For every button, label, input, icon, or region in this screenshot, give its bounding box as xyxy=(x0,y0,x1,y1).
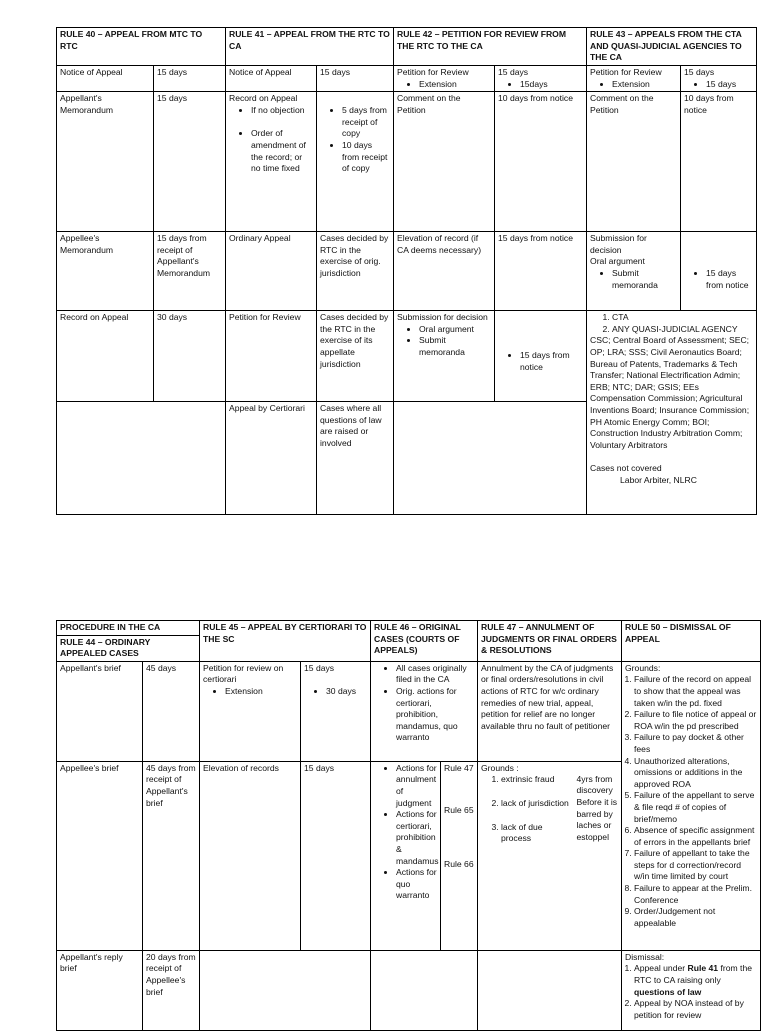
cell-text: Grounds: xyxy=(625,662,661,673)
cell-empty xyxy=(371,950,478,1030)
cell-label xyxy=(587,232,681,311)
cell-text: Labor Arbiter, NLRC xyxy=(620,474,697,485)
cell-label: Appellant's Memorandum xyxy=(57,92,154,232)
list-item: 6. Absence of specific assignment of errors in the appellants brief xyxy=(634,825,757,848)
cell-label: Appellant's reply brief xyxy=(57,950,143,1030)
list-item: • 15days xyxy=(520,79,583,91)
cell-text: Record on Appeal xyxy=(229,93,298,104)
cell-text: 15 days xyxy=(498,67,529,77)
header-rule-44: RULE 44 – ORDINARY APPEALED CASES xyxy=(57,635,200,661)
cell-label: Appellant's brief xyxy=(57,661,143,761)
cell-text: from the RTC to CA raising only xyxy=(634,963,753,985)
cell-period: 15 days from notice xyxy=(495,232,587,311)
list-item: • 10 days from receipt of copy xyxy=(342,140,390,175)
list-item: 5. Failure of the appellant to serve & file reqd # of copies of brief/memo xyxy=(634,790,757,825)
cell-label: Record on Appeal xyxy=(57,311,154,402)
list-item: • Actions for certiorari, prohibition & mandamus xyxy=(396,809,437,867)
cell-text: Oral argument xyxy=(590,256,645,267)
cell-label xyxy=(200,661,301,761)
cell-actions xyxy=(371,761,441,950)
cell-period xyxy=(495,311,587,402)
list-item: 3. lack of due process xyxy=(501,822,571,845)
list-item: • All cases originally filed in the CA xyxy=(396,663,474,686)
header-procedure: PROCEDURE IN THE CA xyxy=(57,621,200,636)
list-item: 4. Unauthorized alterations, omissions or additions in the approved ROA xyxy=(634,756,757,791)
header-rule-40: RULE 40 – APPEAL FROM MTC TO RTC xyxy=(57,28,226,66)
cell-period: Cases where all questions of law are raised or involved xyxy=(317,402,394,515)
cell-text: Rule 41 xyxy=(687,963,719,974)
cell-label: Comment on the Petition xyxy=(587,92,681,232)
cell-text: 15 days xyxy=(684,67,715,77)
cell-label: Appeal by Certiorari xyxy=(226,402,317,515)
list-item: 2. Failure to file notice of appeal or ROA w/in the pd prescribed xyxy=(634,709,757,732)
list-item: 2. ANY QUASI-JUDICIAL AGENCY xyxy=(612,324,753,336)
list-item xyxy=(634,963,757,998)
header-rule-42: RULE 42 – PETITION FOR REVIEW FROM THE RTC TO THE CA xyxy=(394,28,587,66)
header-rule-47: RULE 47 – ANNULMENT OF JUDGMENTS OR FINAL ORDERS & RESOLUTIONS xyxy=(478,621,622,662)
cell-text: questions of law xyxy=(634,986,702,997)
cell-period xyxy=(317,92,394,232)
cell-period: 10 days from notice xyxy=(495,92,587,232)
header-rule-41: RULE 41 – APPEAL FROM THE RTC TO CA xyxy=(226,28,394,66)
list-item: • Order of amendment of the record; or no time fixed xyxy=(251,128,313,174)
cell-label xyxy=(394,311,495,402)
cell-label: Appellee's Memorandum xyxy=(57,232,154,311)
list-item: • 5 days from receipt of copy xyxy=(342,105,390,140)
cell-empty xyxy=(57,402,226,515)
cell-period: 45 days xyxy=(143,661,200,761)
cell-text: Submission for decision xyxy=(590,233,647,255)
cell-empty xyxy=(394,402,587,515)
rule-ref: Rule 47 xyxy=(444,762,474,773)
cell-empty xyxy=(478,950,622,1030)
list-item: • Actions for annulment of judgment xyxy=(396,763,437,809)
list-item: • Extension xyxy=(419,79,491,91)
rule-ref: Rule 66 xyxy=(444,858,474,869)
cell-label: Petition for Review xyxy=(226,311,317,402)
cell-period: 30 days xyxy=(154,311,226,402)
cell-text: Cases not covered xyxy=(590,463,662,474)
list-item: • Submit memoranda xyxy=(612,268,677,291)
cell-dismissal xyxy=(622,950,761,1030)
list-item: 9. Order/Judgement not appealable xyxy=(634,906,757,929)
cell-period: Cases decided by the RTC in the exercise of its appellate jurisdiction xyxy=(317,311,394,402)
list-item: • Actions for quo warranto xyxy=(396,867,437,902)
cell-period: 15 days from receipt of Appellant's Memorandum xyxy=(154,232,226,311)
cell-label: Appellee's brief xyxy=(57,761,143,950)
cell-label: Ordinary Appeal xyxy=(226,232,317,311)
cell-period xyxy=(301,661,371,761)
cell-text: Petition for Review xyxy=(590,67,662,77)
cell-text: Before it is barred by laches or estoppel xyxy=(576,796,618,842)
cell-rules xyxy=(441,761,478,950)
cell-period: 20 days from receipt of Appellee's brief xyxy=(143,950,200,1030)
header-rule-50: RULE 50 – DISMISSAL OF APPEAL xyxy=(622,621,761,662)
list-item: • Submit memoranda xyxy=(419,335,491,358)
cell-label xyxy=(226,92,317,232)
cell-label xyxy=(394,66,495,92)
cell-grounds xyxy=(478,761,574,950)
list-item: 7. Failure of appellant to take the steps for d correction/record w/in time limited by court xyxy=(634,848,757,883)
list-item: • 15 days from notice xyxy=(706,268,753,291)
cell-period: 45 days from receipt of Appellant's brief xyxy=(143,761,200,950)
cell-annulment: Annulment by the CA of judgments or final orders/resolutions in civil actions of RTC for w/c ordinary remedies of new trial, appeal, petition for relief are no longer available thru no fault of petitioner xyxy=(478,661,622,761)
list-item: • Orig. actions for certiorari, prohibition, mandamus, quo warranto xyxy=(396,686,474,744)
cell-period: 15 days xyxy=(317,66,394,92)
list-item: 2. lack of jurisdiction xyxy=(501,798,571,810)
cell-text: Submission for decision xyxy=(397,312,488,323)
cell-periods xyxy=(574,761,622,950)
cell-label xyxy=(587,66,681,92)
cell-period: 15 days xyxy=(301,761,371,950)
cell-empty xyxy=(200,950,371,1030)
list-item: • If no objection xyxy=(251,105,313,117)
cell-label: Notice of Appeal xyxy=(226,66,317,92)
header-rule-45: RULE 45 – APPEAL BY CERTIORARI TO THE SC xyxy=(200,621,371,662)
cell-text: Appeal under xyxy=(634,963,688,974)
cell-agencies xyxy=(587,311,757,515)
header-rule-46: RULE 46 – ORIGINAL CASES (COURTS OF APPEALS) xyxy=(371,621,478,662)
cell-dismissal-grounds xyxy=(622,661,761,950)
list-item: • Extension xyxy=(225,686,297,698)
list-item: • 30 days xyxy=(326,686,367,698)
appeals-table-2 xyxy=(56,620,761,1031)
cell-label: Notice of Appeal xyxy=(57,66,154,92)
list-item: 1. extrinsic fraud xyxy=(501,774,571,786)
header-rule-43: RULE 43 – APPEALS FROM THE CTA AND QUASI-JUDICIAL AGENCIES TO THE CA xyxy=(587,28,757,66)
appeals-table-1 xyxy=(56,27,757,515)
cell-period: Cases decided by RTC in the exercise of orig. jurisdiction xyxy=(317,232,394,311)
list-item: • 15 days from notice xyxy=(520,350,583,373)
rule-ref: Rule 65 xyxy=(444,805,474,816)
cell-period: 10 days from notice xyxy=(681,92,757,232)
cell-text: Petition for review on certiorari xyxy=(203,662,284,685)
cell-label: Elevation of records xyxy=(200,761,301,950)
cell-period xyxy=(495,66,587,92)
cell-period: 15 days xyxy=(154,66,226,92)
list-item: 1. Failure of the record on appeal to show that the appeal was taken w/in the pd. fixed xyxy=(634,674,757,709)
cell-period xyxy=(681,232,757,311)
agency-list: CSC; Central Board of Assessment; SEC; OP; LRA; SSS; Civil Aeronautics Board; Bureau of Patents, Trademarks & Tech Transfer; National Electrification Admin; ERB; NTC; DAR; GSIS; EEs Compensation Commission; Agricultural Inventions Board; Insurance Commission; PH Atomic Energy Comm; BOI; Construction Industry Arbitration Comm; Voluntary Arbitrators xyxy=(590,335,750,450)
cell-label: Elevation of record (if CA deems necessary) xyxy=(394,232,495,311)
list-item: 1. CTA xyxy=(612,312,753,324)
cell-text: Petition for Review xyxy=(397,67,469,77)
cell-text: Dismissal: xyxy=(625,951,665,962)
cell-period xyxy=(681,66,757,92)
cell-period: 15 days xyxy=(154,92,226,232)
list-item: 8. Failure to appear at the Prelim. Conference xyxy=(634,883,757,906)
cell-original-cases xyxy=(371,661,478,761)
list-item: • 15 days xyxy=(706,79,753,91)
list-item: 2. Appeal by NOA instead of by petition for review xyxy=(634,998,757,1021)
cell-text: 4yrs from discovery xyxy=(576,773,613,796)
list-item: • Oral argument xyxy=(419,324,491,336)
cell-label: Comment on the Petition xyxy=(394,92,495,232)
cell-text: 15 days xyxy=(304,662,335,673)
list-item: • Extension xyxy=(612,79,677,91)
list-item: 3. Failure to pay docket & other fees xyxy=(634,732,757,755)
cell-text: Grounds : xyxy=(481,762,519,773)
